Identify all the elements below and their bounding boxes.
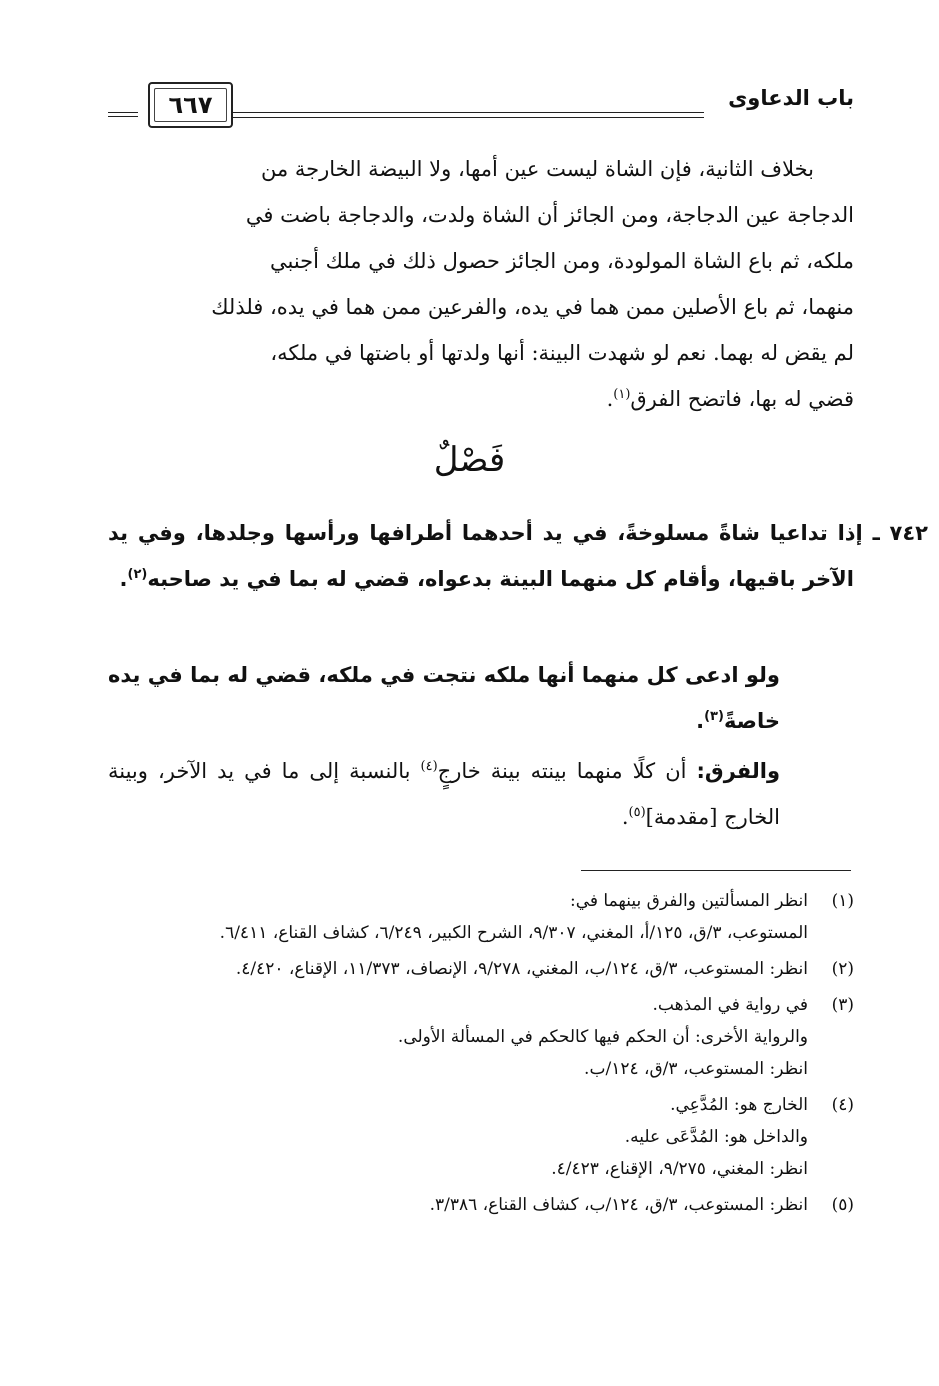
header-rule — [233, 112, 704, 113]
paragraph-continuation — [108, 146, 854, 422]
footnote-ref: (٤) — [420, 759, 438, 774]
issue-body: ولو ادعى كل منهما أنها ملكه نتجت في ملكه، قضي له بما في يده خاصةً — [108, 663, 780, 733]
page-number — [148, 82, 233, 128]
text-line: منهما، ثم باع الأصلين ممن هما في يده، والفرعين ممن هما في يده، فلذلك — [211, 295, 854, 319]
issue-number: ٧٤٢ ـ — [872, 521, 928, 545]
footnotes — [108, 885, 854, 1225]
text-line: لم يقض له بهما. نعم لو شهدت البينة: أنها ولدتها أو باضتها في ملكه، — [270, 341, 854, 365]
text-end: . — [621, 805, 629, 829]
footnote-line: والرواية الأخرى: أن الحكم فيها كالحكم في المسألة الأولى. — [397, 1027, 808, 1047]
footnote-number: (٢) — [831, 959, 854, 979]
difference-lead: والفرق: — [696, 759, 781, 783]
footnote-line: انظر: المستوعب، ٣/ق، ١٢٤/ب، المغني، ٩/٢٧٨، الإنصاف، ١١/٣٧٣، الإقناع، ٤/٤٢٠. — [235, 959, 808, 979]
text-line — [108, 376, 854, 422]
page-header — [108, 72, 854, 132]
footnote-line: انظر: المستوعب، ٣/ق، ١٢٤/ب، كشاف القناع، ٣/٣٨٦. — [429, 1195, 808, 1215]
footnote — [108, 953, 854, 985]
difference-paragraph — [108, 748, 854, 840]
footnote-separator — [581, 870, 851, 871]
footnote-ref: (٢) — [127, 567, 148, 582]
footnote — [108, 989, 854, 1085]
footnote-line: الخارج هو: المُدَّعِي. — [670, 1095, 808, 1115]
footnote-line: انظر المسألتين والفرق بينهما في: — [570, 891, 808, 911]
section-heading: فَصْلٌ — [433, 440, 506, 480]
footnote-number: (٥) — [831, 1195, 854, 1215]
header-rule-left — [108, 112, 138, 117]
issue-body: إذا تداعيا شاةً مسلوخةً، في يد أحدهما أطرافها ورأسها وجلدها، وفي يد الآخر باقيها، وأقام كل منهما البينة بدعواه، قضي له بما في يد صاحبه — [108, 521, 863, 591]
running-title: باب الدعاوى — [728, 86, 854, 110]
text-line: الدجاجة عين الدجاجة، ومن الجائز أن الشاة ولدت، والدجاجة باضت في — [245, 203, 854, 227]
issue-text — [108, 510, 928, 602]
text-segment: قضي له بها، فاتضح الفرق — [630, 387, 854, 411]
footnote-ref: (٥) — [628, 805, 646, 820]
footnote — [108, 885, 854, 949]
header-rule-double — [233, 117, 704, 118]
issue-second-ruling — [108, 652, 854, 744]
footnote-ref: (١) — [613, 387, 631, 402]
footnote-line: انظر: المستوعب، ٣/ق، ١٢٤/ب. — [584, 1059, 808, 1079]
footnote-line: المستوعب، ٣/ق، ١٢٥/أ، المغني، ٩/٣٠٧، الشرح الكبير، ٦/٢٤٩، كشاف القناع، ٦/٤١١. — [219, 923, 808, 943]
text-line: بخلاف الثانية، فإن الشاة ليست عين أمها، ولا البيضة الخارجة من — [260, 157, 814, 181]
footnote-line: والداخل هو: المُدَّعَى عليه. — [624, 1127, 808, 1147]
text-end: . — [696, 709, 705, 733]
page-number-text: ٦٦٧ — [168, 91, 213, 119]
footnote-number: (٤) — [831, 1095, 854, 1115]
footnote-line: في رواية في المذهب. — [652, 995, 808, 1015]
footnote-number: (١) — [831, 891, 854, 911]
footnote-number: (٣) — [831, 995, 854, 1015]
text-end: . — [606, 387, 614, 411]
difference-text: بالنسبة إلى ما في يد الآخر، وبينة الخارج [مقدمة] — [108, 759, 780, 829]
footnote — [108, 1189, 854, 1221]
text-end: . — [119, 567, 128, 591]
issue-742 — [108, 510, 928, 602]
footnote-ref: (٣) — [704, 709, 724, 724]
footnote — [108, 1089, 854, 1185]
difference-text: أن كلًا منهما بينته بينة خارجٍ — [437, 759, 697, 783]
footnote-line: انظر: المغني، ٩/٢٧٥، الإقناع، ٤/٤٢٣. — [551, 1159, 808, 1179]
text-line: ملكه، ثم باع الشاة المولودة، ومن الجائز حصول ذلك في ملك أجنبي — [269, 249, 854, 273]
